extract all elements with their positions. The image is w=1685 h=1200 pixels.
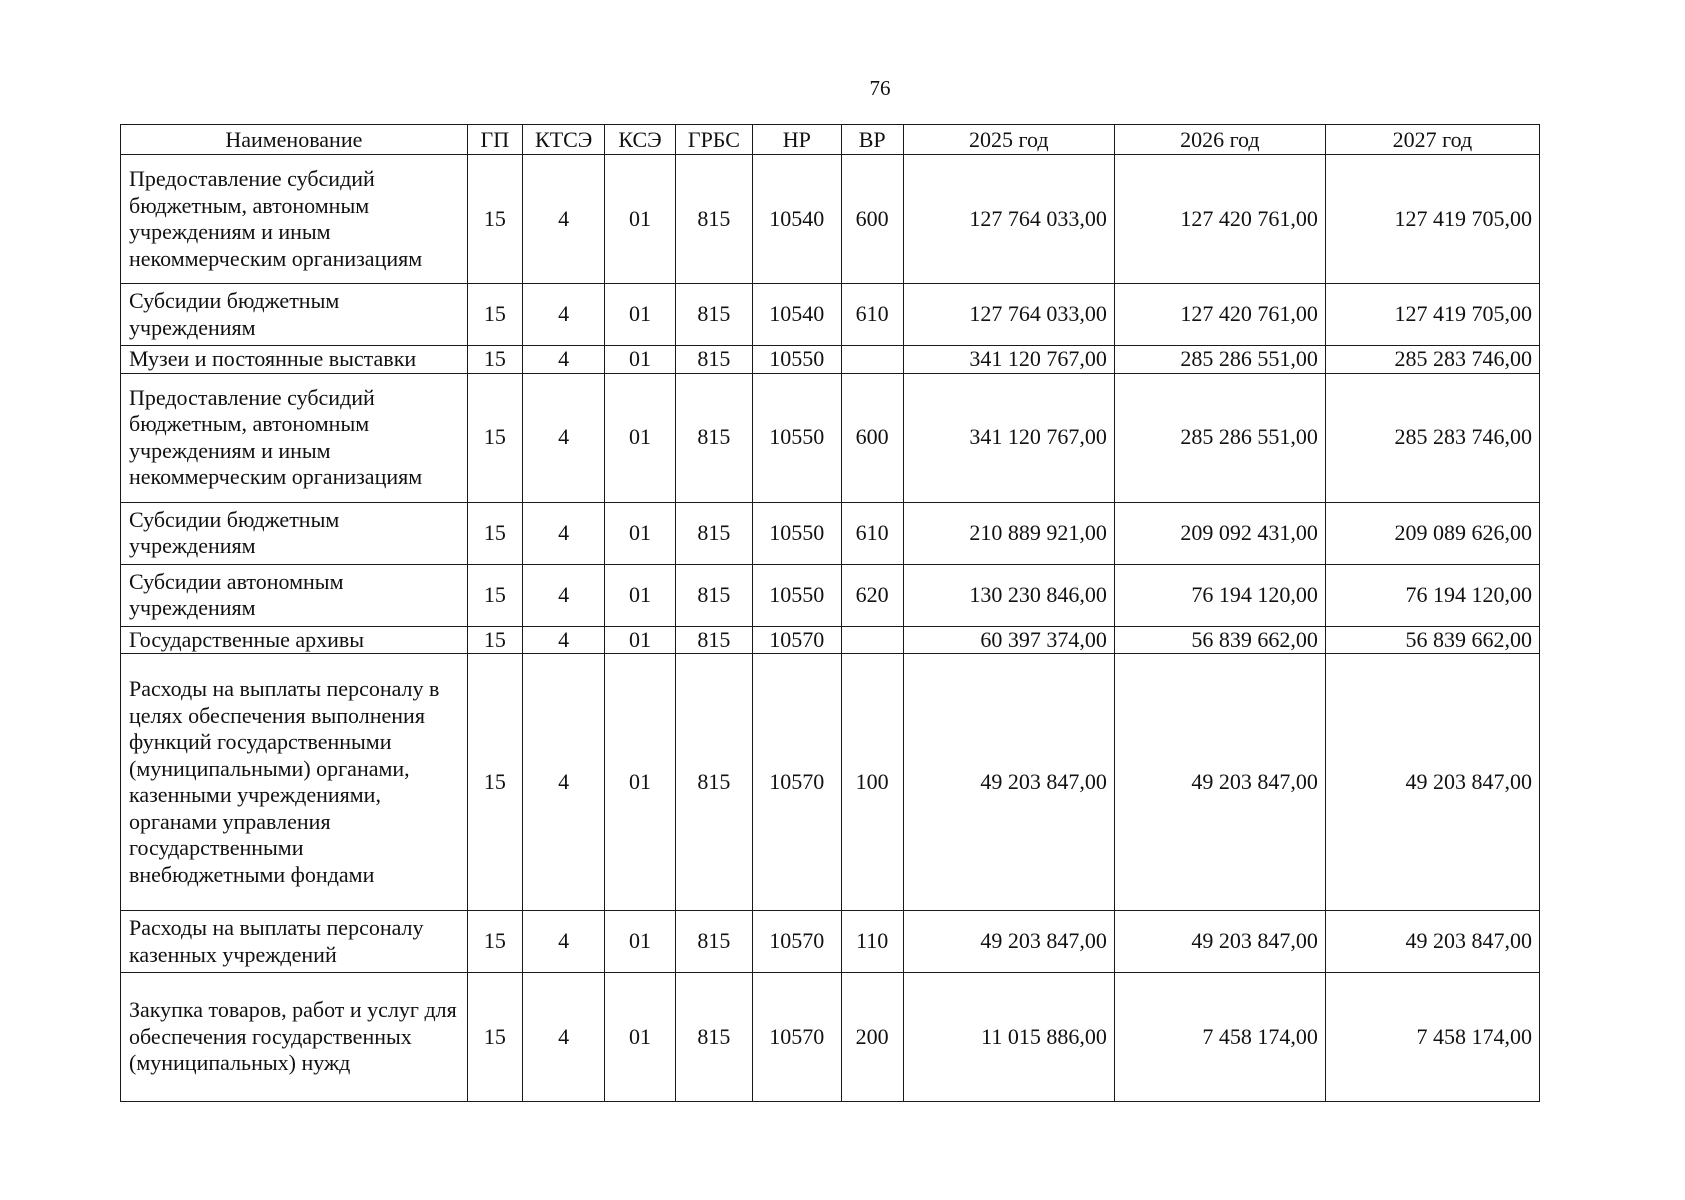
row-amount-2025: 210 889 921,00 bbox=[903, 502, 1114, 564]
row-kse: 01 bbox=[605, 654, 675, 911]
row-nr: 10550 bbox=[753, 502, 841, 564]
row-vr: 610 bbox=[841, 502, 903, 564]
row-amount-2026: 285 286 551,00 bbox=[1114, 373, 1325, 502]
row-gp: 15 bbox=[467, 346, 522, 374]
table-body bbox=[121, 155, 1540, 1102]
row-amount-2026: 56 839 662,00 bbox=[1114, 626, 1325, 654]
row-ktse: 4 bbox=[522, 284, 604, 346]
row-amount-2027: 285 283 746,00 bbox=[1325, 346, 1539, 374]
row-gp: 15 bbox=[467, 973, 522, 1102]
row-name: Субсидии бюджетным учреждениям bbox=[121, 502, 468, 564]
row-vr: 620 bbox=[841, 564, 903, 626]
header-gp: ГП bbox=[467, 125, 522, 155]
row-grbs: 815 bbox=[675, 284, 752, 346]
row-ktse: 4 bbox=[522, 346, 604, 374]
row-ktse: 4 bbox=[522, 373, 604, 502]
row-gp: 15 bbox=[467, 373, 522, 502]
row-nr: 10540 bbox=[753, 155, 841, 284]
header-kse: КСЭ bbox=[605, 125, 675, 155]
row-name: Субсидии автономным учреждениям bbox=[121, 564, 468, 626]
row-amount-2026: 209 092 431,00 bbox=[1114, 502, 1325, 564]
row-name: Предоставление субсидий бюджетным, автономным учреждениям и иным некоммерческим организациям bbox=[121, 155, 468, 284]
row-amount-2025: 60 397 374,00 bbox=[903, 626, 1114, 654]
row-vr: 110 bbox=[841, 911, 903, 973]
row-amount-2027: 127 419 705,00 bbox=[1325, 155, 1539, 284]
row-amount-2025: 49 203 847,00 bbox=[903, 911, 1114, 973]
header-vr: ВР bbox=[841, 125, 903, 155]
row-grbs: 815 bbox=[675, 626, 752, 654]
table-row bbox=[121, 155, 1540, 284]
row-gp: 15 bbox=[467, 564, 522, 626]
row-grbs: 815 bbox=[675, 973, 752, 1102]
row-grbs: 815 bbox=[675, 502, 752, 564]
row-gp: 15 bbox=[467, 502, 522, 564]
row-name: Расходы на выплаты персоналу в целях обеспечения выполнения функций государственными (муниципальными) органами, казенными учреждениями, органами управления государственными внебюджетными фондами bbox=[121, 654, 468, 911]
row-nr: 10550 bbox=[753, 373, 841, 502]
row-vr bbox=[841, 626, 903, 654]
header-2026: 2026 год bbox=[1114, 125, 1325, 155]
row-amount-2025: 49 203 847,00 bbox=[903, 654, 1114, 911]
row-amount-2025: 130 230 846,00 bbox=[903, 564, 1114, 626]
row-name: Закупка товаров, работ и услуг для обеспечения государственных (муниципальных) нужд bbox=[121, 973, 468, 1102]
row-amount-2026: 76 194 120,00 bbox=[1114, 564, 1325, 626]
header-2027: 2027 год bbox=[1325, 125, 1539, 155]
row-ktse: 4 bbox=[522, 911, 604, 973]
row-amount-2025: 127 764 033,00 bbox=[903, 155, 1114, 284]
row-amount-2027: 76 194 120,00 bbox=[1325, 564, 1539, 626]
row-kse: 01 bbox=[605, 346, 675, 374]
row-amount-2025: 341 120 767,00 bbox=[903, 373, 1114, 502]
row-kse: 01 bbox=[605, 564, 675, 626]
table-row bbox=[121, 284, 1540, 346]
row-amount-2027: 56 839 662,00 bbox=[1325, 626, 1539, 654]
page-number: 76 bbox=[869, 76, 891, 100]
row-ktse: 4 bbox=[522, 654, 604, 911]
row-name: Расходы на выплаты персоналу казенных учреждений bbox=[121, 911, 468, 973]
row-ktse: 4 bbox=[522, 973, 604, 1102]
row-name: Субсидии бюджетным учреждениям bbox=[121, 284, 468, 346]
row-amount-2027: 7 458 174,00 bbox=[1325, 973, 1539, 1102]
row-nr: 10570 bbox=[753, 626, 841, 654]
row-amount-2026: 285 286 551,00 bbox=[1114, 346, 1325, 374]
table-row bbox=[121, 911, 1540, 973]
row-gp: 15 bbox=[467, 654, 522, 911]
row-grbs: 815 bbox=[675, 373, 752, 502]
row-kse: 01 bbox=[605, 911, 675, 973]
row-grbs: 815 bbox=[675, 155, 752, 284]
row-vr: 100 bbox=[841, 654, 903, 911]
table-row bbox=[121, 626, 1540, 654]
row-kse: 01 bbox=[605, 155, 675, 284]
row-amount-2027: 209 089 626,00 bbox=[1325, 502, 1539, 564]
table-row bbox=[121, 346, 1540, 374]
row-kse: 01 bbox=[605, 502, 675, 564]
row-amount-2027: 285 283 746,00 bbox=[1325, 373, 1539, 502]
row-amount-2026: 127 420 761,00 bbox=[1114, 155, 1325, 284]
row-ktse: 4 bbox=[522, 564, 604, 626]
row-kse: 01 bbox=[605, 373, 675, 502]
row-ktse: 4 bbox=[522, 626, 604, 654]
row-gp: 15 bbox=[467, 284, 522, 346]
row-nr: 10550 bbox=[753, 564, 841, 626]
header-nr: НР bbox=[753, 125, 841, 155]
row-ktse: 4 bbox=[522, 155, 604, 284]
row-name: Предоставление субсидий бюджетным, автономным учреждениям и иным некоммерческим организациям bbox=[121, 373, 468, 502]
row-ktse: 4 bbox=[522, 502, 604, 564]
row-vr: 600 bbox=[841, 155, 903, 284]
row-amount-2025: 127 764 033,00 bbox=[903, 284, 1114, 346]
row-amount-2026: 49 203 847,00 bbox=[1114, 654, 1325, 911]
header-ktse: КТСЭ bbox=[522, 125, 604, 155]
row-vr: 610 bbox=[841, 284, 903, 346]
row-amount-2025: 341 120 767,00 bbox=[903, 346, 1114, 374]
row-vr: 600 bbox=[841, 373, 903, 502]
budget-table bbox=[120, 124, 1540, 1102]
row-amount-2025: 11 015 886,00 bbox=[903, 973, 1114, 1102]
row-nr: 10550 bbox=[753, 346, 841, 374]
row-gp: 15 bbox=[467, 626, 522, 654]
table-row bbox=[121, 373, 1540, 502]
table-row bbox=[121, 654, 1540, 911]
row-kse: 01 bbox=[605, 626, 675, 654]
row-grbs: 815 bbox=[675, 564, 752, 626]
table-row bbox=[121, 973, 1540, 1102]
table-row bbox=[121, 564, 1540, 626]
row-grbs: 815 bbox=[675, 911, 752, 973]
row-amount-2026: 127 420 761,00 bbox=[1114, 284, 1325, 346]
row-kse: 01 bbox=[605, 284, 675, 346]
row-vr: 200 bbox=[841, 973, 903, 1102]
table-row bbox=[121, 502, 1540, 564]
row-amount-2027: 127 419 705,00 bbox=[1325, 284, 1539, 346]
row-nr: 10570 bbox=[753, 654, 841, 911]
row-amount-2027: 49 203 847,00 bbox=[1325, 911, 1539, 973]
row-vr bbox=[841, 346, 903, 374]
header-grbs: ГРБС bbox=[675, 125, 752, 155]
row-grbs: 815 bbox=[675, 346, 752, 374]
row-gp: 15 bbox=[467, 155, 522, 284]
row-gp: 15 bbox=[467, 911, 522, 973]
row-name: Музеи и постоянные выставки bbox=[121, 346, 468, 374]
row-grbs: 815 bbox=[675, 654, 752, 911]
row-name: Государственные архивы bbox=[121, 626, 468, 654]
row-amount-2026: 7 458 174,00 bbox=[1114, 973, 1325, 1102]
header-name: Наименование bbox=[121, 125, 468, 155]
row-nr: 10540 bbox=[753, 284, 841, 346]
row-nr: 10570 bbox=[753, 973, 841, 1102]
row-nr: 10570 bbox=[753, 911, 841, 973]
row-amount-2027: 49 203 847,00 bbox=[1325, 654, 1539, 911]
row-kse: 01 bbox=[605, 973, 675, 1102]
table-header bbox=[121, 125, 1540, 155]
header-row bbox=[121, 125, 1540, 155]
header-2025: 2025 год bbox=[903, 125, 1114, 155]
row-amount-2026: 49 203 847,00 bbox=[1114, 911, 1325, 973]
